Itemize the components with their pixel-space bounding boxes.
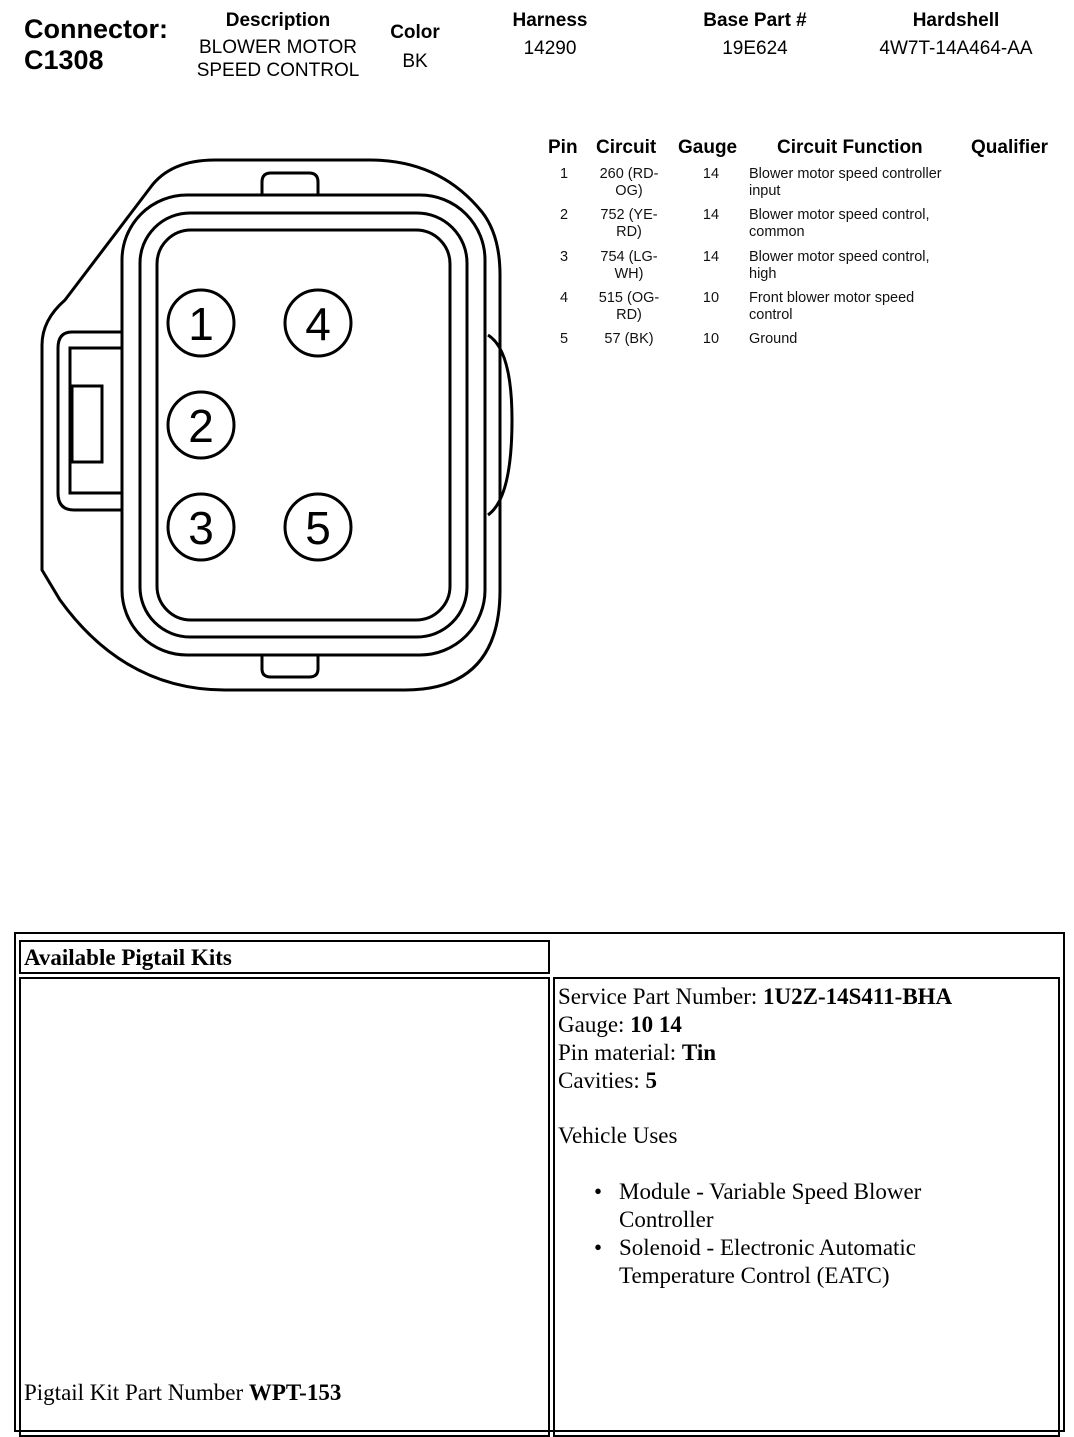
gauge-header: Gauge xyxy=(678,137,738,158)
circuit-cell xyxy=(590,290,668,324)
connector-heading xyxy=(24,14,168,76)
pin-cell: 1 xyxy=(559,166,569,182)
function-line: common xyxy=(749,224,805,240)
function-line: input xyxy=(749,183,781,199)
pin-cell: 4 xyxy=(559,290,569,306)
vehicle-uses-list xyxy=(558,1178,1053,1290)
cavities-line xyxy=(558,1067,1053,1095)
connector-label: Connector: xyxy=(24,14,168,44)
vehicle-use-line: • Solenoid - Electronic Automatic xyxy=(619,1235,917,1260)
function-cell xyxy=(749,166,979,200)
function-line: Blower motor speed control, xyxy=(749,207,930,223)
description-column xyxy=(178,10,378,82)
description-label: Description xyxy=(225,10,331,31)
pigtail-title: Available Pigtail Kits xyxy=(24,945,232,970)
kit-part-value: WPT-153 xyxy=(248,1380,342,1405)
circuit-cell xyxy=(590,249,668,283)
pin-1-label: 1 xyxy=(188,298,214,350)
pin-3-label: 3 xyxy=(188,502,214,554)
hardshell-column xyxy=(856,10,1056,60)
circuit-function-header: Circuit Function xyxy=(777,137,923,158)
description-value xyxy=(178,36,378,82)
function-line: Blower motor speed control, xyxy=(749,249,930,265)
function-cell: Ground xyxy=(749,331,798,347)
circuit-cell: 57 (BK) xyxy=(604,331,654,347)
harness-label: Harness xyxy=(512,10,588,31)
gauge-cell: 14 xyxy=(702,249,720,265)
pin-2-label: 2 xyxy=(188,400,214,452)
middle-shell xyxy=(122,195,485,655)
function-cell xyxy=(749,290,979,324)
circuit-line: 260 (RD- xyxy=(599,166,659,182)
list-item xyxy=(558,1178,1053,1234)
hardshell-value: 4W7T-14A464-AA xyxy=(879,38,1033,59)
pin-4-label: 4 xyxy=(305,298,331,350)
base-part-column xyxy=(680,10,830,60)
circuit-line: 754 (LG- xyxy=(600,249,658,265)
service-part-value: 1U2Z-14S411-BHA xyxy=(763,984,953,1009)
harness-value: 14290 xyxy=(523,38,577,59)
pin-cell: 3 xyxy=(559,249,569,265)
function-line: Blower motor speed controller xyxy=(749,166,942,182)
circuit-line: WH) xyxy=(614,266,644,282)
pigtail-kit-part-number xyxy=(24,1379,341,1407)
circuit-line: OG) xyxy=(615,183,643,199)
function-line: high xyxy=(749,266,777,282)
circuit-line: 515 (OG- xyxy=(598,290,660,306)
function-cell xyxy=(749,249,979,283)
color-value: BK xyxy=(402,51,428,72)
gauge-line xyxy=(558,1011,1053,1039)
top-key xyxy=(262,173,318,196)
pigtail-title-cell xyxy=(19,940,550,974)
cavities-label: Cavities: xyxy=(558,1068,640,1093)
gauge-cell: 10 xyxy=(702,331,720,347)
cavities-value: 5 xyxy=(645,1068,658,1093)
kit-part-label: Pigtail Kit Part Number xyxy=(24,1380,244,1405)
function-cell xyxy=(749,207,979,241)
pin-cell: 5 xyxy=(559,331,569,347)
qualifier-header: Qualifier xyxy=(971,137,1049,158)
description-line: BLOWER MOTOR xyxy=(199,37,357,58)
circuit-line: RD) xyxy=(616,224,642,240)
pigtail-details-cell xyxy=(553,977,1060,1437)
hardshell-label: Hardshell xyxy=(912,10,1000,31)
description-line: SPEED CONTROL xyxy=(196,60,360,81)
pin-cell: 2 xyxy=(559,207,569,223)
base-part-label: Base Part # xyxy=(703,10,807,31)
circuit-line: RD) xyxy=(616,307,642,323)
list-item xyxy=(558,1234,1053,1290)
bottom-key xyxy=(262,655,318,677)
pin-material-line xyxy=(558,1039,1053,1067)
pin-header: Pin xyxy=(548,137,578,158)
left-latch-tab xyxy=(58,332,122,510)
harness-column xyxy=(490,10,610,60)
function-line: control xyxy=(749,307,793,323)
pin-5-label: 5 xyxy=(305,502,331,554)
connector-face-diagram xyxy=(20,150,520,700)
function-line: Front blower motor speed xyxy=(749,290,915,306)
circuit-header: Circuit xyxy=(596,137,657,158)
vehicle-use-line: Controller xyxy=(619,1207,714,1232)
circuit-line: 752 (YE- xyxy=(600,207,658,223)
circuit-cell xyxy=(590,207,668,241)
vehicle-uses-label: Vehicle Uses xyxy=(558,1123,678,1148)
gauge-value: 10 14 xyxy=(630,1012,682,1037)
circuit-cell xyxy=(590,166,668,200)
base-part-value: 19E624 xyxy=(722,38,788,59)
gauge-label: Gauge: xyxy=(558,1012,625,1037)
service-part-label: Service Part Number: xyxy=(558,984,758,1009)
vehicle-use-line: • Module - Variable Speed Blower xyxy=(619,1179,922,1204)
pigtail-details xyxy=(558,983,1053,1290)
pigtail-image-cell xyxy=(19,977,550,1437)
gauge-cell: 10 xyxy=(702,290,720,306)
connector-id: C1308 xyxy=(24,45,104,75)
vehicle-use-line: Temperature Control (EATC) xyxy=(619,1263,890,1288)
pin-material-label: Pin material: xyxy=(558,1040,677,1065)
color-column xyxy=(375,22,455,73)
service-part-line xyxy=(558,983,1053,1011)
gauge-cell: 14 xyxy=(702,166,720,182)
pin-material-value: Tin xyxy=(681,1040,717,1065)
color-label: Color xyxy=(390,22,440,43)
gauge-cell: 14 xyxy=(702,207,720,223)
